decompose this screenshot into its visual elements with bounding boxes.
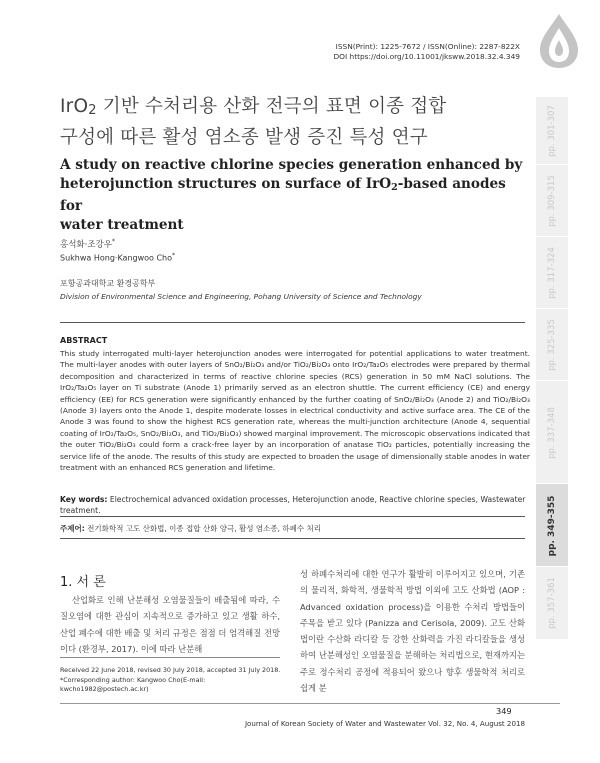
keywords-label: Key words: — [60, 495, 108, 504]
page-tab-label: pp. 349-355 — [547, 495, 557, 556]
page-tab-5[interactable] — [536, 380, 568, 484]
page-tab-label: pp. 309-315 — [547, 175, 557, 227]
authors-english — [60, 252, 175, 263]
title-ko-sub: 2 — [88, 103, 97, 118]
page-tab-label: pp. 357-361 — [547, 577, 557, 629]
title-ko-line2: 구성에 따른 활성 염소종 발생 증진 특성 연구 — [60, 127, 428, 148]
abstract-body: This study interrogated multi-layer heterojunction anodes were interrogated for potential applications to water treatment. The multi-layer anodes with outer layers of SnO₂/Bi₂O₃ and/or TiO₂/Bi₂O₃ onto IrO₂/Ta₂O₅ electrodes were prepared by thermal decomposition and characterized in terms of reactive chlorine species (RCS) generation in 50 mM NaCl solutions. The IrO₂/Ta₂O₅ layer on Ti substrate (Anode 1) primarily served as an electron shuttle. The current efficiency (CE) and energy efficiency (EE) for RCS generation were significantly enhanced by the further coating of SnO₂/Bi₂O₃ (Anode 2) and TiO₂/Bi₂O₃ (Anode 3) layers onto the Anode 1, despite moderate losses in electrical conductivity and active surface area. The CE of the Anode 3 was found to show the highest RCS generation rate, whereas the multi-junction architecture (Anode 4, sequential coating of IrO₂/Ta₂O₅, SnO₂/Bi₂O₃, and TiO₂/Bi₂O₃) showed marginal improvement. The microscopic observations indicated that the outer TiO₂/Bi₂O₃ could form a crack-free layer by an incorporation of anatase TiO₂ particles, potentially increasing the service life of the anode. The results of this study are expected to broaden the usage of dimensionally stable anodes in water treatment with an enhanced RCS generation and lifetime. — [60, 349, 530, 473]
page-tab-6[interactable] — [536, 483, 568, 567]
title-en-sub: 2 — [391, 181, 398, 193]
affiliation-english: Division of Environmental Science and Engineering, Pohang University of Science and Technology — [60, 292, 422, 301]
page-tab-label: pp. 337-348 — [547, 406, 557, 459]
title-en-line3: water treatment — [60, 216, 184, 233]
keywords-text: Electrochemical advanced oxidation processes, Heterojunction anode, Reactive chlorine species, Wastewater treatment. — [60, 495, 526, 516]
authors-ko-text: 홍석화·조강우 — [60, 240, 112, 250]
page-tab-2[interactable] — [536, 164, 568, 237]
page-tab-label: pp. 325-335 — [547, 319, 557, 371]
journal-logo-icon — [528, 10, 590, 70]
keywords-ko-label: 주제어: — [60, 524, 85, 533]
footnote — [60, 666, 290, 695]
korean-title — [60, 93, 530, 151]
keywords-english — [60, 494, 530, 517]
page-tab-1[interactable] — [536, 96, 568, 165]
issn-line: ISSN(Print): 1225-7672 / ISSN(Online): 2287-822X — [335, 42, 520, 51]
page-tab-label: pp. 317-324 — [547, 247, 557, 299]
body-column-left: 산업화로 인해 난분해성 오염물질들이 배출됨에 따라, 수질오염에 대한 관심이 지속적으로 증가하고 있고 생활 하수, 산업 폐수에 대한 배출 및 처리 규정은 점점 더 엄격해질 전망이다 (환경부, 2017). 이에 따라 난분해 — [60, 595, 280, 654]
section-title: 1. 서 론 — [60, 575, 106, 590]
journal-footer: Journal of Korean Society of Water and Wastewater Vol. 32, No. 4, August 2018 — [244, 719, 525, 728]
affiliation-korean: 포항공과대학교 환경공학부 — [60, 279, 156, 288]
issn-block — [300, 42, 520, 62]
corresponding-author: *Corresponding author: Kangwoo Cho(E-mail: kwcho1982@postech.ac.kr) — [60, 675, 206, 693]
footnote-divider — [60, 657, 280, 658]
divider — [60, 538, 525, 539]
page-tab-3[interactable] — [536, 236, 568, 309]
authors-en-text: Sukhwa Hong·Kangwoo Cho — [60, 253, 173, 263]
title-ko-part: 기반 수처리용 산화 전극의 표면 이종 접합 — [96, 96, 447, 117]
body-column-right: 성 하폐수처리에 대한 연구가 활발히 이루어지고 있으며, 기존의 물리적, 화학적, 생물학적 방법 이외에 고도 산화법 (AOP : Advanced oxidation process)을 이용한 수처리 방법들이 주목을 받고 있다 (Panizza and Cerisola, 2009). 고도 산화법이란 수산화 라디칼 등 강한 산화력을 가진 라디칼들을 생성하여 난분해성인 오염물질을 분해하는 처리법으로, 현재까지는 주로 정수처리 공정에 적용되어 왔으나 향후 생물학적 처리로 쉽게 분 — [300, 569, 525, 694]
corresponding-mark: * — [172, 252, 176, 259]
page-tab-4[interactable] — [536, 308, 568, 381]
page-tab-label: pp. 301-307 — [547, 105, 557, 157]
page-number: 349 — [496, 706, 512, 716]
corresponding-mark: * — [111, 238, 115, 246]
doi-line: DOI https://doi.org/10.11001/jksww.2018.32.4.349 — [333, 52, 520, 61]
title-en-line1: A study on reactive chlorine species generation enhanced by — [60, 157, 523, 173]
keywords-ko-text: 전기화학적 고도 산화법, 이종 접합 산화 양극, 활성 염소종, 하폐수 처리 — [87, 524, 321, 533]
divider — [60, 516, 525, 517]
divider — [60, 322, 525, 323]
authors-korean — [60, 238, 115, 250]
keywords-korean — [60, 523, 530, 534]
title-ko-part: IrO — [60, 96, 89, 117]
title-en-part: heterojunction structures on surface of IrO — [60, 175, 392, 192]
english-title — [60, 156, 530, 234]
footer-divider — [60, 703, 560, 704]
page-tab-7[interactable] — [536, 566, 568, 639]
abstract-heading: ABSTRACT — [60, 336, 108, 345]
title-en-part: -based anodes for — [60, 175, 506, 214]
received-dates: Received 22 June 2018, revised 30 July 2018, accepted 31 July 2018. — [60, 666, 281, 674]
